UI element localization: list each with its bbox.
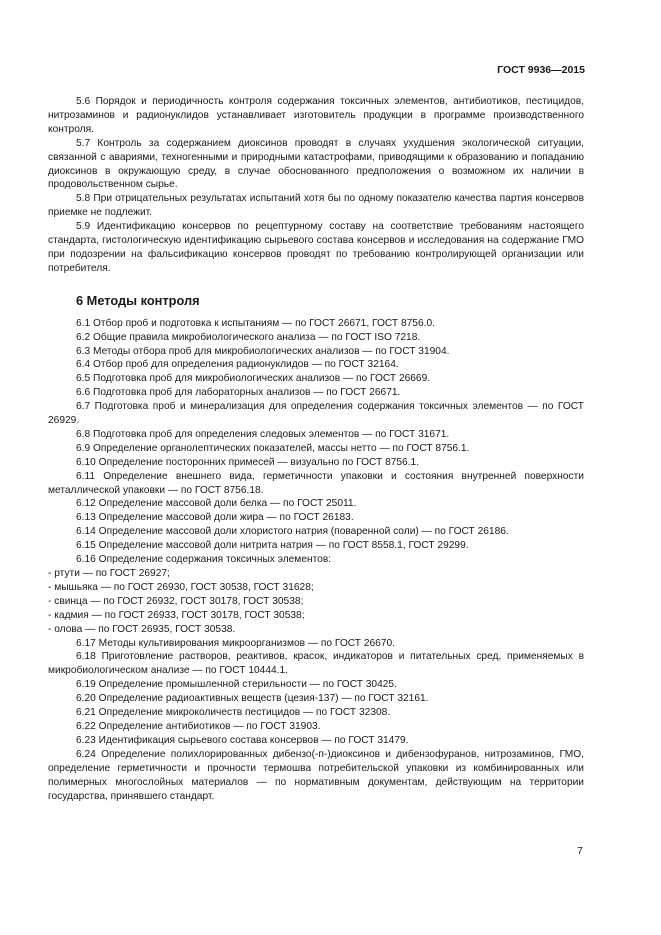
item-6-14: 6.14 Определение массовой доли хлористого натрия (поваренной соли) — по ГОСТ 26186. xyxy=(76,526,509,538)
item-6-1: 6.1 Отбор проб и подготовка к испытаниям — по ГОСТ 26671, ГОСТ 8756.0. xyxy=(76,317,435,329)
item-6-11: 6.11 Определение внешнего вида, герметичности упаковки и состояния внутренней поверхности металлической упаковки — по ГОСТ 8756.18. xyxy=(48,470,584,496)
item-6-3: 6.3 Методы отбора проб для микробиологических анализов — по ГОСТ 31904. xyxy=(76,345,450,357)
item-6-4: 6.4 Отбор проб для определения радионуклидов — по ГОСТ 32164. xyxy=(76,359,399,371)
dash-item-cadmium: - кадмия — по ГОСТ 26933, ГОСТ 30178, ГОСТ 30538; xyxy=(48,609,305,621)
paragraph-5-8: 5.8 При отрицательных результатах испытаний хотя бы по одному показателю качества партия консервов приемке не подлежит. xyxy=(48,193,584,219)
item-6-24: 6.24 Определение полихлорированных дибензо(-п-)диоксинов и дибензофуранов, нитрозаминов, ГМО, определение герметичности и прочности термошва потребительской упаковки из комбинированных или полимерных многослойных материалов — по нормативным документам, действующим на территории государства, принявшего стандарт. xyxy=(48,748,584,802)
item-6-12: 6.12 Определение массовой доли белка — по ГОСТ 25011. xyxy=(76,498,357,510)
item-6-22: 6.22 Определение антибиотиков — по ГОСТ 31903. xyxy=(76,720,321,732)
item-6-19: 6.19 Определение промышленной стерильности — по ГОСТ 30425. xyxy=(76,679,397,691)
item-6-23: 6.23 Идентификация сырьевого состава консервов — по ГОСТ 31479. xyxy=(76,734,409,746)
paragraph-5-6: 5.6 Порядок и периодичность контроля содержания токсичных элементов, антибиотиков, пестицидов, нитрозаминов и радионуклидов устанавливает изготовитель продукции в программе производственного контроля. xyxy=(48,96,584,135)
dash-item-mercury: - ртути — по ГОСТ 26927; xyxy=(48,568,170,579)
item-6-2: 6.2 Общие правила микробиологического анализа — по ГОСТ ISO 7218. xyxy=(76,331,421,343)
document-body xyxy=(48,95,584,803)
item-6-20: 6.20 Определение радиоактивных веществ (цезия-137) — по ГОСТ 32161. xyxy=(76,693,429,705)
item-6-18: 6.18 Приготовление растворов, реактивов, красок, индикаторов и питательных сред, применяемых в микробиологическом анализе — по ГОСТ 10444.1. xyxy=(48,651,584,677)
section-title: 6 Методы контроля xyxy=(76,292,200,308)
dash-item-tin: - олова — по ГОСТ 26935, ГОСТ 30538. xyxy=(48,623,236,635)
item-6-7: 6.7 Подготовка проб и минерализация для определения содержания токсичных элементов — по ГОСТ 26929. xyxy=(48,401,584,427)
paragraph-5-7: 5.7 Контроль за содержанием диоксинов проводят в случаях ухудшения экологической ситуации, связанной с авариями, техногенными и природными катастрофами, приводящими к образованию и попаданию диоксинов в окружающую среду, в случае обоснованного предположения о возможном их наличии в продовольственном сырье. xyxy=(48,137,584,191)
item-6-15: 6.15 Определение массовой доли нитрита натрия — по ГОСТ 8558.1, ГОСТ 29299. xyxy=(76,540,469,552)
item-6-17: 6.17 Методы культивирования микроорганизмов — по ГОСТ 26670. xyxy=(76,637,395,649)
paragraph-5-9: 5.9 Идентификацию консервов по рецептурному составу на соответствие требованиям настоящего стандарта, гистологическую идентификацию сырьевого состава консервов и исследования на содержание ГМО при подозрении на фальсификацию консервов проводят по требованию контролирующей организации или потребителя. xyxy=(48,221,584,274)
dash-item-arsenic: - мышьяка — по ГОСТ 26930, ГОСТ 30538, ГОСТ 31628; xyxy=(48,581,314,593)
item-6-8: 6.8 Подготовка проб для определения следовых элементов — по ГОСТ 31671. xyxy=(76,428,450,440)
page-header: ГОСТ 9936—2015 xyxy=(497,64,585,76)
item-6-21: 6.21 Определение микроколичеств пестицидов — по ГОСТ 32308. xyxy=(76,707,391,719)
item-6-10: 6.10 Определение посторонних примесей — визуально по ГОСТ 8756.1. xyxy=(76,456,420,468)
dash-item-lead: - свинца — по ГОСТ 26932, ГОСТ 30178, ГОСТ 30538; xyxy=(48,595,304,607)
item-6-9: 6.9 Определение органолептических показателей, массы нетто — по ГОСТ 8756.1. xyxy=(76,442,470,454)
item-6-5: 6.5 Подготовка проб для микробиологических анализов — по ГОСТ 26669. xyxy=(76,373,431,385)
item-6-6: 6.6 Подготовка проб для лабораторных анализов — по ГОСТ 26671. xyxy=(76,387,401,399)
page-number: 7 xyxy=(577,845,583,857)
item-6-16: 6.16 Определение содержания токсичных элементов: xyxy=(76,554,332,566)
item-6-13: 6.13 Определение массовой доли жира — по ГОСТ 26183. xyxy=(76,512,354,524)
